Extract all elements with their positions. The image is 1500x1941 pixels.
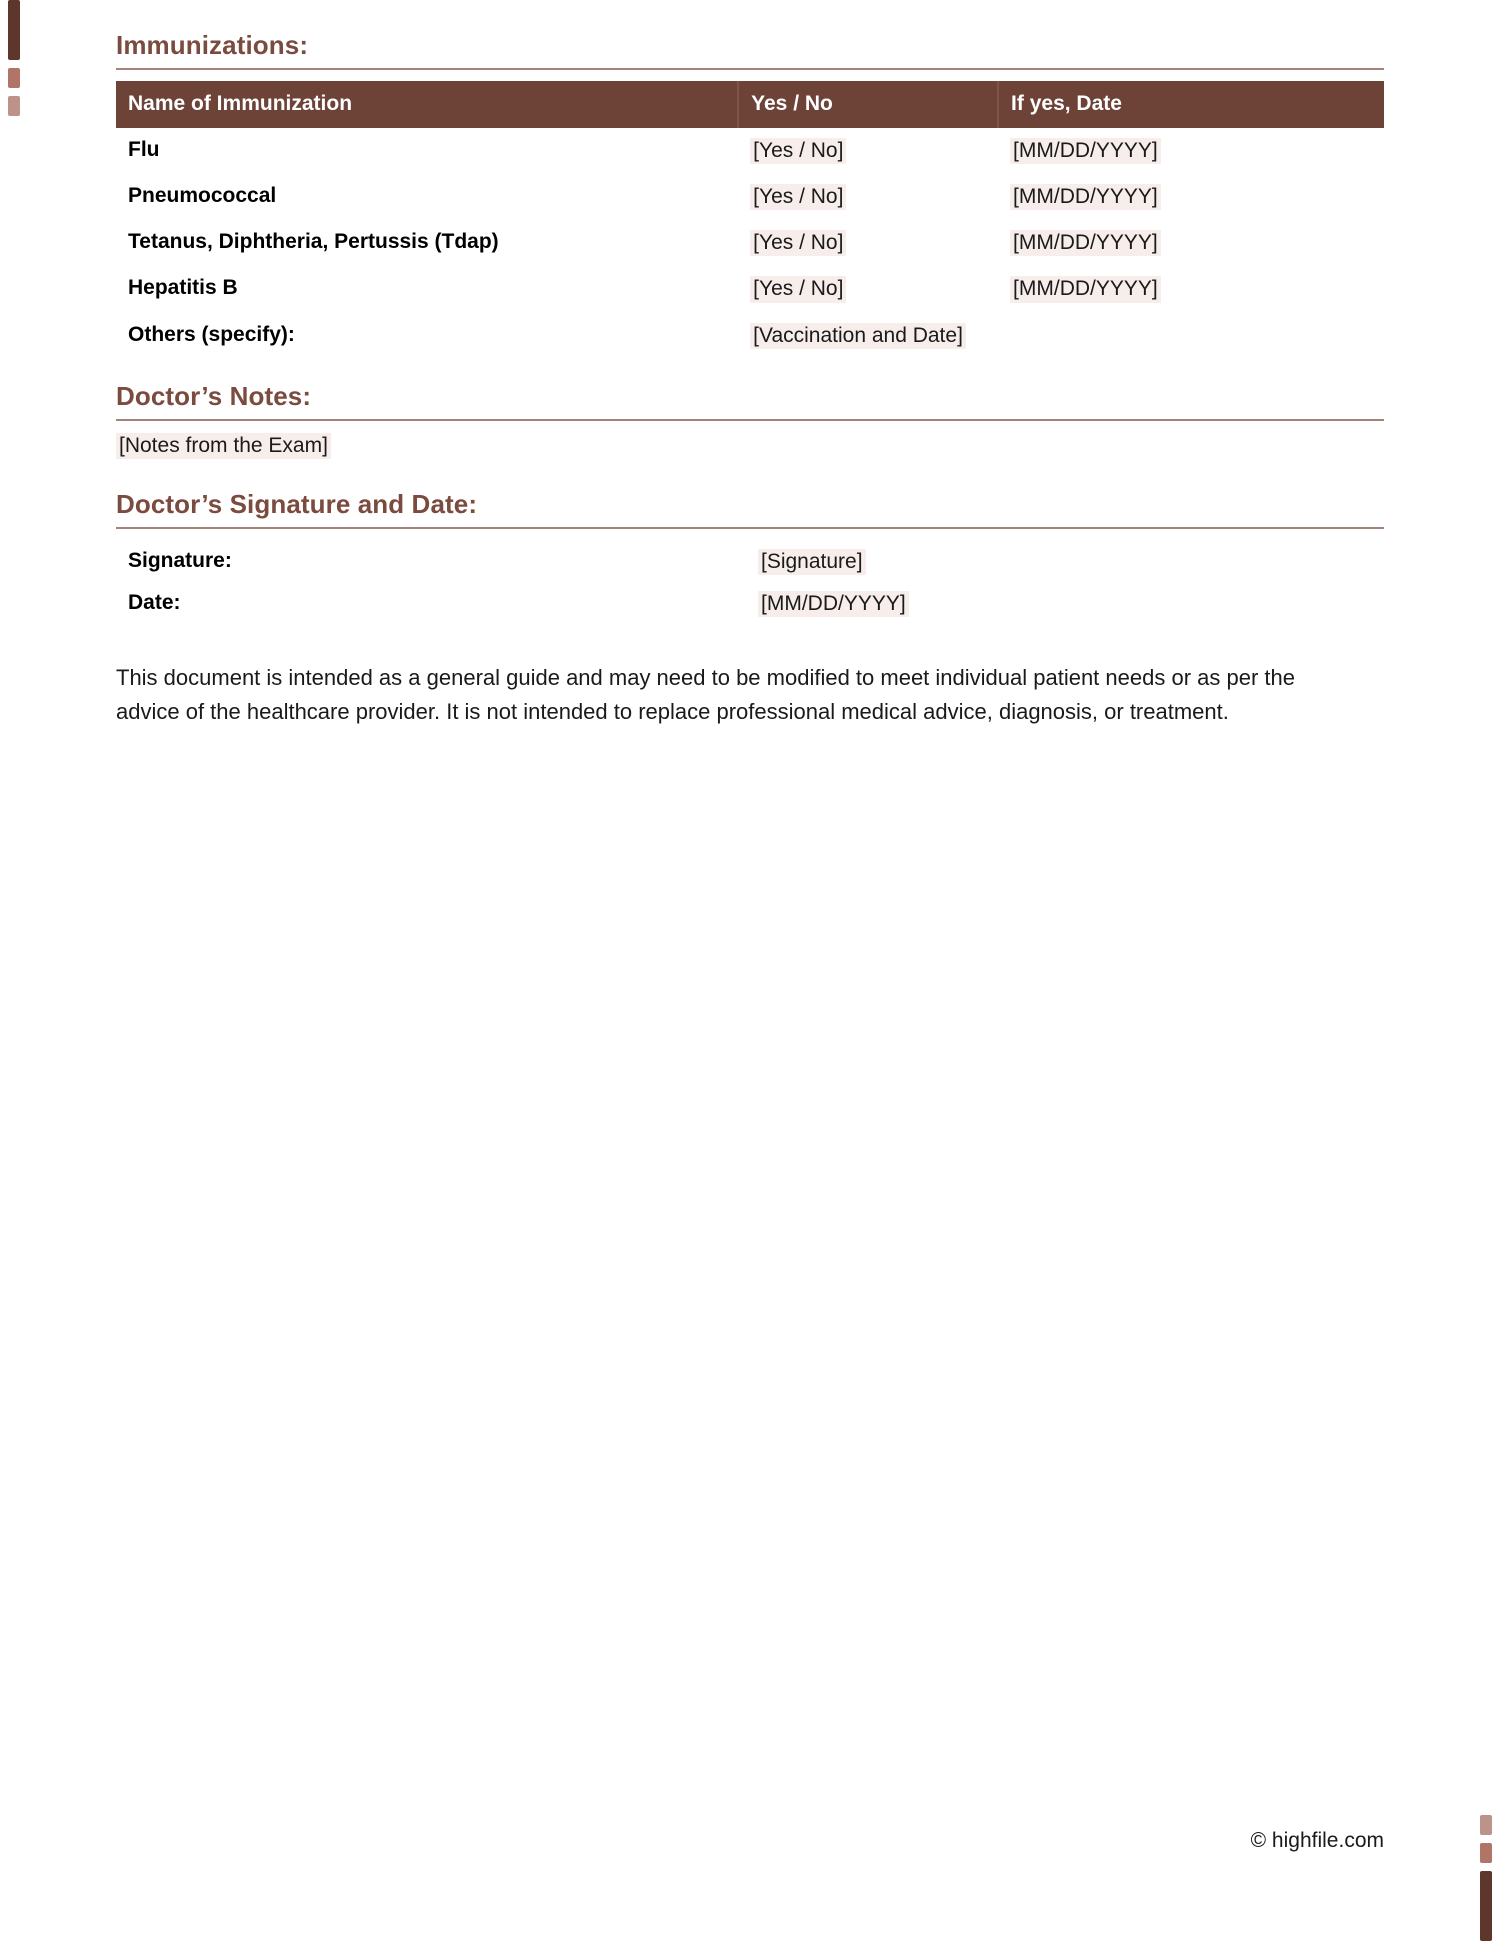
immunization-date-cell[interactable] xyxy=(998,220,1384,266)
signature-table xyxy=(116,541,1384,625)
table-row-others xyxy=(116,313,1384,359)
table-row xyxy=(116,128,1384,174)
yesno-placeholder[interactable]: [Yes / No] xyxy=(750,276,846,302)
document-content xyxy=(116,0,1384,728)
immunization-name: Hepatitis B xyxy=(128,276,238,300)
immunization-yesno-cell[interactable] xyxy=(738,220,998,266)
date-value-cell[interactable] xyxy=(746,583,1384,625)
table-row xyxy=(116,220,1384,266)
footer-copyright: © highfile.com xyxy=(1250,1829,1384,1852)
date-row xyxy=(116,583,1384,625)
signature-value-cell[interactable] xyxy=(746,541,1384,583)
others-value-cell[interactable] xyxy=(738,313,1384,359)
signature-heading-rule xyxy=(116,527,1384,529)
column-header-date: If yes, Date xyxy=(998,81,1384,128)
date-placeholder[interactable]: [MM/DD/YYYY] xyxy=(1010,138,1161,164)
signature-label: Signature: xyxy=(128,548,232,572)
yesno-placeholder[interactable]: [Yes / No] xyxy=(750,184,846,210)
doctors-notes-heading: Doctor’s Notes: xyxy=(116,380,312,411)
doctors-notes-body[interactable] xyxy=(116,433,1384,459)
signature-heading: Doctor’s Signature and Date: xyxy=(116,488,478,519)
page-decoration-bottom-right xyxy=(1480,1815,1492,1941)
date-placeholder[interactable]: [MM/DD/YYYY] xyxy=(1010,230,1161,256)
date-label: Date: xyxy=(128,590,181,614)
table-header-row xyxy=(116,81,1384,128)
immunization-yesno-cell[interactable] xyxy=(738,266,998,312)
immunization-date-cell[interactable] xyxy=(998,266,1384,312)
doctors-notes-heading-rule xyxy=(116,419,1384,421)
immunization-name: Flu xyxy=(128,138,160,161)
immunization-name: Tetanus, Diphtheria, Pertussis (Tdap) xyxy=(128,230,499,254)
column-header-yesno: Yes / No xyxy=(738,81,998,128)
yesno-placeholder[interactable]: [Yes / No] xyxy=(750,138,846,164)
immunization-yesno-cell[interactable] xyxy=(738,174,998,220)
doctors-notes-placeholder[interactable]: [Notes from the Exam] xyxy=(116,433,331,459)
signature-placeholder[interactable]: [Signature] xyxy=(758,549,866,575)
table-row xyxy=(116,266,1384,312)
immunization-name: Pneumococcal xyxy=(128,184,277,208)
decoration-bar-mid xyxy=(1480,1843,1492,1863)
others-label: Others (specify): xyxy=(128,322,295,346)
immunization-yesno-cell[interactable] xyxy=(738,128,998,174)
immunization-date-cell[interactable] xyxy=(998,174,1384,220)
decoration-bar-light xyxy=(1480,1815,1492,1835)
signature-row xyxy=(116,541,1384,583)
immunizations-heading: Immunizations: xyxy=(116,30,309,60)
disclaimer-text: This document is intended as a general guide and may need to be modified to meet individual patient needs or as per the advice of the healthcare provider. It is not intended to replace professional medical advice, diagnosis, or treatment. xyxy=(116,665,1295,724)
immunization-date-cell[interactable] xyxy=(998,128,1384,174)
date-placeholder[interactable]: [MM/DD/YYYY] xyxy=(1010,184,1161,210)
others-placeholder[interactable]: [Vaccination and Date] xyxy=(750,323,966,349)
date-placeholder[interactable]: [MM/DD/YYYY] xyxy=(1010,276,1161,302)
column-header-name: Name of Immunization xyxy=(116,81,738,128)
decoration-bar-dark xyxy=(1480,1871,1492,1941)
immunizations-heading-rule xyxy=(116,68,1384,70)
date-placeholder[interactable]: [MM/DD/YYYY] xyxy=(758,591,909,617)
immunizations-table xyxy=(116,81,1384,359)
document-page xyxy=(0,0,1500,728)
yesno-placeholder[interactable]: [Yes / No] xyxy=(750,230,846,256)
table-row xyxy=(116,174,1384,220)
